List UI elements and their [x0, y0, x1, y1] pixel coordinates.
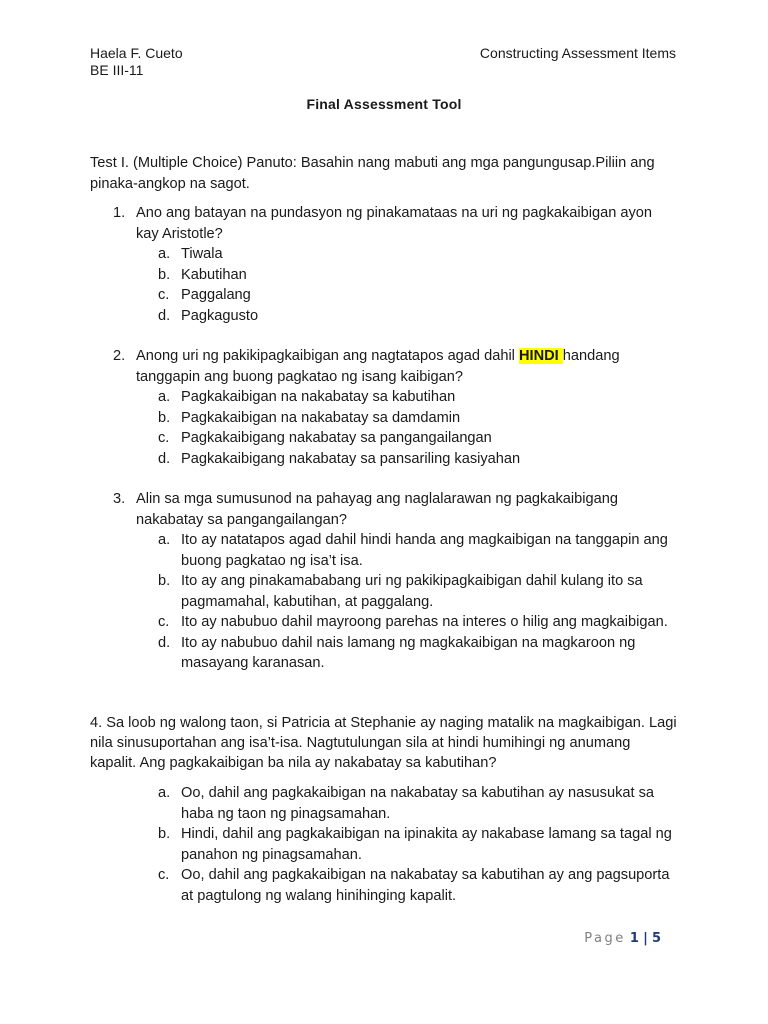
question-1	[0, 203, 768, 326]
question-4-options	[0, 783, 768, 906]
option-text: Ito ay nabubuo dahil nais lamang ng magkakaibigan na magkaroon ng masayang karanasan.	[181, 634, 636, 671]
option-text: Ito ay natatapos agad dahil hindi handa ang magkaibigan na tanggapin ang buong pagkatao ng isa’t isa.	[181, 532, 668, 569]
options-list	[0, 244, 768, 326]
option-item	[0, 244, 768, 265]
option-text: Kabutihan	[181, 266, 247, 283]
option-letter: d.	[158, 307, 171, 324]
question-3	[0, 489, 768, 674]
option-letter: a.	[158, 246, 171, 262]
option-text: Pagkakaibigan na nakabatay sa kabutihan	[181, 389, 456, 405]
option-item	[0, 449, 768, 470]
option-letter: c.	[158, 614, 170, 630]
course-title: Constructing Assessment Items	[479, 45, 676, 61]
option-letter: b.	[158, 573, 171, 589]
option-item	[0, 285, 768, 306]
option-item	[0, 408, 768, 429]
question-number: 2.	[113, 348, 126, 364]
page-number: 1	[629, 931, 639, 946]
page-label: Page	[584, 931, 626, 946]
option-item	[0, 428, 768, 449]
option-letter: a.	[158, 532, 171, 548]
option-text: Tiwala	[181, 246, 223, 262]
question-text-end: handang tanggapin ang buong pagkatao ng isang kaibigan?	[136, 348, 620, 385]
author-name: Haela F. Cueto	[90, 45, 183, 61]
option-text: Oo, dahil ang pagkakaibigan na nakabatay sa kabutihan ay ang pagsuporta at pagtulong ng walang hinihinging kapalit.	[181, 867, 670, 904]
option-letter: c.	[158, 287, 170, 303]
option-letter: b.	[158, 826, 171, 842]
option-text: Pagkakaibigan na nakabatay sa damdamin	[181, 409, 461, 426]
option-item	[0, 633, 768, 674]
author-section: BE III-11	[90, 62, 144, 78]
option-item	[0, 612, 768, 633]
option-item	[0, 783, 768, 824]
option-letter: a.	[158, 785, 171, 801]
option-item	[0, 306, 768, 327]
option-text: Pagkakaibigang nakabatay sa pangangailangan	[181, 430, 492, 446]
option-item	[0, 824, 768, 865]
question-text	[136, 346, 676, 387]
options-list	[0, 783, 768, 906]
options-list	[0, 387, 768, 469]
question-text: Ano ang batayan na pundasyon ng pinakamataas na uri ng pagkakaibigan ayon kay Aristotle?	[136, 205, 653, 242]
option-item	[0, 265, 768, 286]
option-item	[0, 865, 768, 906]
option-text: Pagkakaibigang nakabatay sa pansariling kasiyahan	[181, 450, 521, 467]
option-item	[0, 530, 768, 571]
option-letter: c.	[158, 430, 170, 446]
question-number: 1.	[113, 205, 126, 221]
option-text: Ito ay ang pinakamababang uri ng pakikipagkaibigan dahil kulang ito sa pagmamahal, kabutihan, at paggalang.	[181, 573, 643, 610]
options-list	[0, 530, 768, 674]
option-letter: d.	[158, 634, 171, 651]
page-footer	[584, 931, 661, 946]
question-2	[0, 346, 768, 469]
document-title: Final Assessment Tool	[306, 96, 462, 112]
option-letter: d.	[158, 450, 171, 467]
question-text-start: Anong uri ng pakikipagkaibigan ang nagtatapos agad dahil	[136, 348, 519, 364]
option-letter: b.	[158, 409, 171, 426]
question-text: Alin sa mga sumusunod na pahayag ang naglalarawan ng pagkakaibigang nakabatay sa pangangailangan?	[136, 491, 618, 528]
option-text: Paggalang	[181, 287, 251, 303]
option-text: Pagkagusto	[181, 307, 259, 324]
highlighted-keyword: HINDI	[518, 348, 563, 364]
option-text: Ito ay nabubuo dahil mayroong parehas na interes o hilig ang magkaibigan.	[181, 614, 668, 630]
test-instruction: Test I. (Multiple Choice) Panuto: Basahin nang mabuti ang mga pangungusap.Piliin ang pinaka-angkop na sagot.	[90, 155, 655, 192]
question-4-text: 4. Sa loob ng walong taon, si Patricia at Stephanie ay naging matalik na magkaibigan. Lagi nila sinusuportahan ang isa’t-isa. Nagtutulungan sila at hindi humihingi ng anumang kapalit. Ang pagkakaibigan ba nila ay nakabatay sa kabutihan?	[90, 715, 677, 771]
author-block	[90, 45, 183, 79]
question-number: 3.	[113, 491, 126, 507]
option-text: Hindi, dahil ang pagkakaibigan na ipinakita ay nakabase lamang sa tagal ng panahon ng pinagsamahan.	[181, 826, 672, 863]
page-separator: |	[643, 931, 648, 946]
option-letter: a.	[158, 389, 171, 405]
option-letter: c.	[158, 867, 170, 883]
option-item	[0, 571, 768, 612]
option-item	[0, 387, 768, 408]
total-pages: 5	[651, 931, 661, 946]
option-text: Oo, dahil ang pagkakaibigan na nakabatay sa kabutihan ay nasusukat sa haba ng taon ng pinagsamahan.	[181, 785, 655, 822]
option-letter: b.	[158, 266, 171, 283]
